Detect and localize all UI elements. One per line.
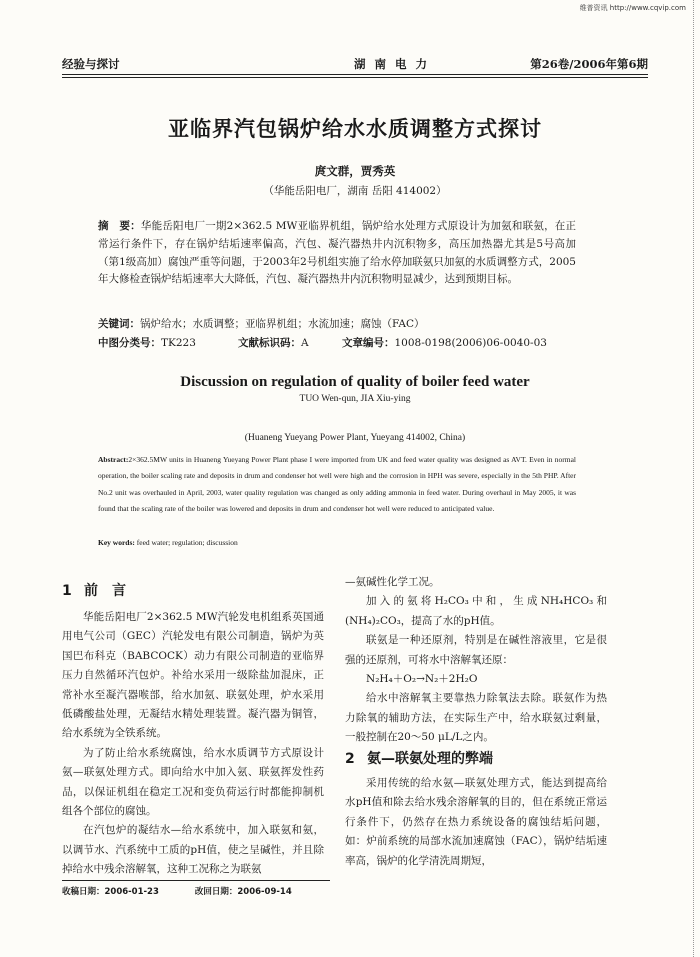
doc-value: A <box>301 337 309 349</box>
paragraph: 联氨是一种还原剂，特别是在碱性溶液里，它是很强的还原剂，可将水中溶解氧还原： <box>345 634 607 666</box>
footnote-rule <box>62 880 330 881</box>
header-section: 经验与探讨 <box>62 57 120 71</box>
article-label: 文章编号： <box>342 337 395 349</box>
clc-label: 中图分类号： <box>98 337 161 349</box>
paragraph: 采用传统的给水氨—联氨处理方式，能达到提高给水pH值和除去给水残余溶解氧的目的，但在系统正常运行条件下，仍然存在热力系统设备的腐蚀结垢问题，如：炉前系统的局部水流加速腐蚀（FAC），锅炉结垢速率高，锅炉的化学清洗周期短， <box>345 777 607 867</box>
paragraph: 为了防止给水系统腐蚀，给水水质调节方式原设计氨—联氨处理方式。即向给水中加入氨、联氨挥发性药品，以保证机组在稳定工况和变负荷运行时都能抑制机组各个部位的腐蚀。 <box>62 746 324 818</box>
section-number: 1 <box>62 583 72 599</box>
equation: N₂H₄＋O₂→N₂＋2H₂O <box>366 673 478 686</box>
watermark-text: 维普资讯 http://www.cqvip.com <box>579 4 686 12</box>
section-title: 氨—联氨处理的弊端 <box>367 751 493 767</box>
header-divider <box>62 77 648 78</box>
english-abstract <box>98 452 576 518</box>
left-column <box>62 608 324 880</box>
footnote-dates <box>62 885 292 897</box>
english-keywords-label: Key words: <box>98 538 135 547</box>
section-number: 2 <box>345 751 355 767</box>
doc-label: 文献标识码： <box>238 337 301 349</box>
paragraph: 加入的氨将H₂CO₃中和，生成NH₄HCO₃和(NH₄)₂CO₃，提高了水的pH值。 <box>345 595 607 627</box>
keywords-text: 锅炉给水；水质调整；亚临界机组；水流加速；腐蚀（FAC） <box>140 318 425 330</box>
paragraph: 华能岳阳电厂2×362.5 MW汽轮发电机组系英国通用电气公司（GEC）汽轮发电有限公司制造，锅炉为英国巴布科克（BABCOCK）动力有限公司制造的亚临界压力自然循环汽包炉。补给水采用一级除盐加混床，正常补水至凝汽器喉部，给水加氨、联氨处理，炉水采用低磷酸盐处理，无凝结水精处理装置。凝汽器为铜管，给水系统为全铁系统。 <box>62 611 324 740</box>
revised-date: 改回日期：2006-09-14 <box>194 887 292 897</box>
paragraph: 给水中溶解氧主要靠热力除氧法去除。联氨作为热力除氧的辅助方法，在实际生产中，给水联氨过剩量，一般控制在20～50 μL/L之内。 <box>345 692 607 744</box>
section-heading-2 <box>345 748 493 768</box>
paragraph: —氨碱性化学工况。 <box>345 576 440 588</box>
abstract-cn <box>98 218 576 289</box>
classification-line <box>98 335 576 350</box>
english-title: Discussion on regulation of quality of boiler feed water <box>180 374 530 390</box>
header-issue: 第26卷/2006年第6期 <box>530 57 648 71</box>
section-title: 前 言 <box>84 583 126 599</box>
paragraph: 在汽包炉的凝结水—给水系统中，加入联氨和氨，以调节水、汽系统中工质的pH值，使之呈碱性，并且除掉给水中残余溶解氧，这种工况称之为联氨 <box>62 824 324 876</box>
english-authors: TUO Wen-qun, JIA Xiu-ying <box>299 394 411 404</box>
clc-value: TK223 <box>161 337 196 349</box>
page-edge <box>693 0 700 957</box>
paper-title: 亚临界汽包锅炉给水水质调整方式探讨 <box>168 116 542 141</box>
received-date: 收稿日期：2006-01-23 <box>62 887 159 897</box>
section-heading-1 <box>62 580 126 600</box>
keywords-cn <box>98 316 576 331</box>
english-keywords-text: feed water; regulation; discussion <box>136 538 238 547</box>
running-header <box>62 56 648 75</box>
keywords-label: 关键词： <box>98 318 140 330</box>
english-abstract-text: 2×362.5MW units in Huaneng Yueyang Power Plant phase I were imported from UK and feed water quality was designed as AVT. Even in normal operation, the boiler scaling rate and deposits in drum and condenser hot well were high and the corrosion in HPH was severe, especially in the 5th PHP. After No.2 unit was overhauled in April, 2003, water quality regulation was changed as only adding ammonia in feed water. During overhaul in May 2005, it was found that the scaling rate of the boiler was lowered and deposits in drum and condenser hot well were reduced to anticipated value. <box>98 455 576 514</box>
english-keywords <box>98 538 576 547</box>
right-column-top <box>345 573 607 748</box>
abstract-label: 摘 要： <box>98 220 141 232</box>
header-journal: 湖南电力 <box>354 57 436 71</box>
abstract-text: 华能岳阳电厂一期2×362.5 MW亚临界机组，锅炉给水处理方式原设计为加氨和联氨，在正常运行条件下，存在锅炉结垢速率偏高，汽包、凝汽器热井内沉积物多，高压加热器尤其是5号高加（第1级高加）腐蚀严重等问题，于2003年2号机组实施了给水停加联氨只加氨的水质调整方式，2005年大修检查锅炉结垢速率大大降低，汽包、凝汽器热井内沉积物明显减少，达到预期目标。 <box>98 220 577 286</box>
paper-authors: 庹文群，贾秀英 <box>314 164 396 178</box>
article-value: 1008-0198(2006)06-0040-03 <box>394 337 547 349</box>
paper-affiliation: （华能岳阳电厂，湖南 岳阳 414002） <box>263 185 447 197</box>
english-affiliation: (Huaneng Yueyang Power Plant, Yueyang 414002, China) <box>244 433 466 443</box>
english-abstract-label: Abstract: <box>98 455 129 464</box>
right-column-bottom <box>345 774 607 871</box>
